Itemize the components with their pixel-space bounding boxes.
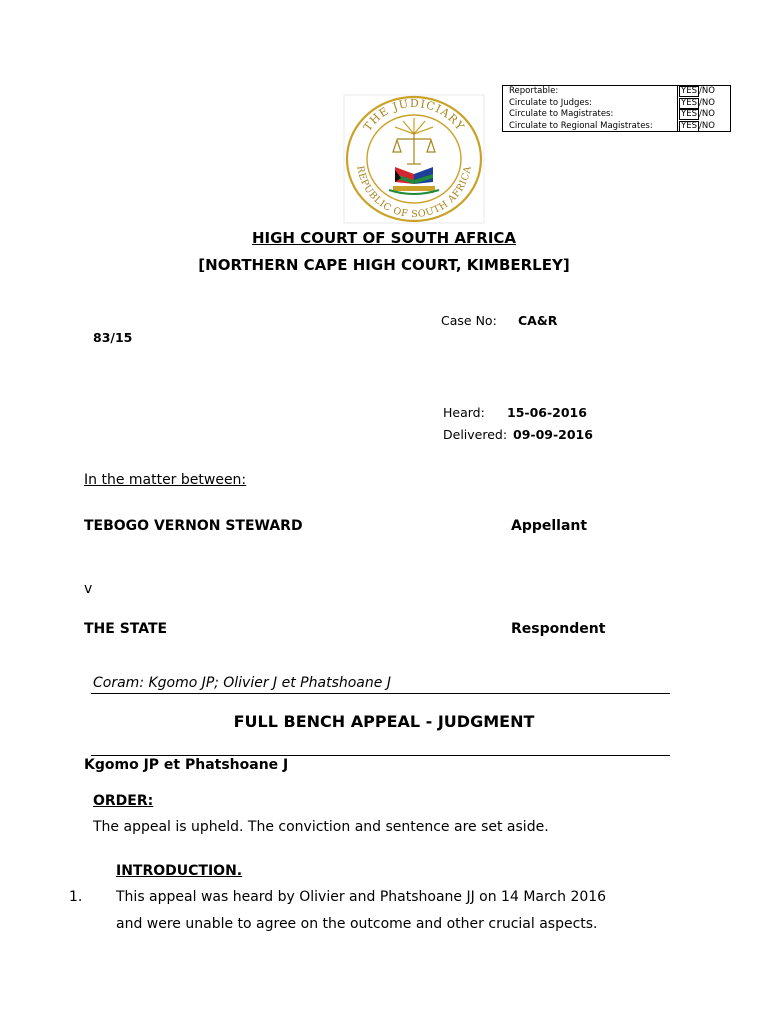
no-option: /NO — [698, 86, 715, 96]
judiciary-seal-logo — [343, 94, 485, 224]
table-row — [503, 86, 730, 98]
table-row — [503, 121, 730, 133]
row-options — [679, 98, 715, 110]
row-label: Reportable: — [509, 86, 559, 96]
case-no-value: CA&R — [518, 313, 558, 328]
table-row — [503, 98, 730, 110]
seal-base — [393, 186, 435, 191]
no-option: /NO — [698, 109, 715, 119]
row-label: Circulate to Regional Magistrates: — [509, 120, 653, 131]
judges-line: Kgomo JP et Phatshoane J — [84, 757, 289, 773]
yes-option: YES — [681, 109, 697, 119]
row-options — [679, 86, 715, 98]
court-division: [NORTHERN CAPE HIGH COURT, KIMBERLEY] — [198, 256, 570, 274]
paragraph-line-1: This appeal was heard by Olivier and Phatshoane JJ on 14 March 2016 — [116, 889, 607, 905]
yes-option: YES — [681, 97, 697, 108]
coram: Coram: Kgomo JP; Olivier J et Phatshoane J — [93, 675, 391, 691]
matter-intro: In the matter between: — [84, 472, 247, 488]
order-text: The appeal is upheld. The conviction and sentence are set aside. — [93, 819, 549, 835]
scales-of-justice-icon — [393, 132, 435, 164]
row-label: Circulate to Judges: — [509, 97, 592, 108]
sun-rays-icon — [395, 118, 433, 134]
case-no-value-continued: 83/15 — [93, 330, 133, 345]
no-option: /NO — [698, 97, 715, 108]
yes-option: YES — [681, 86, 697, 96]
respondent-role: Respondent — [511, 621, 606, 637]
coram-rule — [91, 693, 670, 694]
versus: v — [84, 581, 93, 597]
heard-label: Heard: — [443, 405, 485, 420]
row-label: Circulate to Magistrates: — [509, 109, 614, 119]
judgment-title: FULL BENCH APPEAL - JUDGMENT — [233, 712, 535, 731]
table-row — [503, 109, 730, 121]
circulation-table — [502, 85, 731, 132]
flag-colors-icon — [395, 167, 433, 184]
introduction-heading: INTRODUCTION. — [116, 863, 243, 879]
order-heading: ORDER: — [93, 793, 154, 809]
appellant-name: TEBOGO VERNON STEWARD — [84, 518, 303, 534]
yes-option: YES — [681, 120, 697, 131]
delivered-date: 09-09-2016 — [513, 427, 593, 442]
respondent-name: THE STATE — [84, 621, 168, 637]
appellant-role: Appellant — [511, 518, 588, 534]
court-title: HIGH COURT OF SOUTH AFRICA — [251, 229, 517, 247]
no-option: /NO — [698, 120, 715, 131]
seal-top-text: THE JUDICIARY — [360, 96, 468, 134]
paragraph-line-2: and were unable to agree on the outcome and other crucial aspects. — [116, 916, 598, 932]
seal-bottom-text: REPUBLIC OF SOUTH AFRICA — [354, 164, 474, 221]
heard-date: 15-06-2016 — [507, 405, 587, 420]
delivered-label: Delivered: — [443, 427, 508, 442]
case-no-label: Case No: — [441, 313, 497, 328]
title-rule — [91, 755, 670, 756]
row-options — [679, 109, 715, 121]
paragraph-number: 1. — [69, 889, 83, 905]
row-options — [679, 121, 715, 133]
